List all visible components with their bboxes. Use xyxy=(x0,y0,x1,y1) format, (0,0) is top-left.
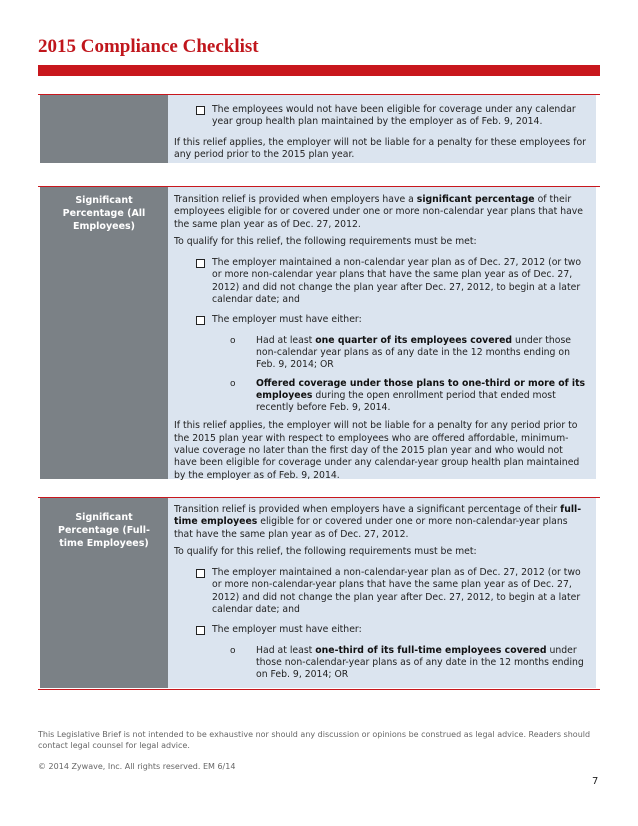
bullet-icon: o xyxy=(230,335,236,346)
checklist-item: The employer must have either: xyxy=(174,624,588,636)
intro-text: Transition relief is provided when employers have a significant percentage of their employees eligible for or covered under one or more non-calendar year plans that have the same plan year as of Dec. 27, 2012. xyxy=(174,194,583,230)
relief-note: If this relief applies, the employer will not be liable for a penalty for these employees for any period prior to the 2015 plan year. xyxy=(174,136,586,160)
sub-list-item: o Had at least one-third of its full-time employees covered under those non-calendar-year plans as of any date in the 12 months ending on Feb. 9, 2014; OR xyxy=(230,644,584,681)
panel-label: Significant Percentage (All Employees) xyxy=(62,195,146,232)
bullet-icon: o xyxy=(230,645,236,656)
panel-content xyxy=(174,504,588,688)
checkbox[interactable] xyxy=(196,626,205,635)
page-title: 2015 Compliance Checklist xyxy=(38,36,259,57)
relief-note: If this relief applies, the employer will not be liable for a penalty for any period prior to the 2015 plan year with respect to employees who are offered affordable, minimum-value coverage no later than the first day of the 2015 plan year and who would not have been eligible for coverage under any calendar-year group health plan maintained by the employer as of Feb. 9, 2014. xyxy=(174,420,580,481)
panel-content xyxy=(174,194,588,487)
checkbox[interactable] xyxy=(196,316,205,325)
panel-label-cell xyxy=(40,95,168,163)
checklist-item: The employer must have either: xyxy=(174,314,588,326)
divider xyxy=(38,689,600,690)
intro-text: Transition relief is provided when employers have a significant percentage of their full-time employees eligible for or covered under one or more non-calendar-year plans that have the same plan year as of Dec. 27, 2012. xyxy=(174,504,582,540)
checkbox[interactable] xyxy=(196,569,205,578)
panel-significant-all xyxy=(40,187,596,479)
panel-significant-fulltime xyxy=(40,498,596,688)
panel-label: Significant Percentage (Full-time Employees) xyxy=(57,512,150,549)
bullet-icon: o xyxy=(230,378,236,389)
panel-content xyxy=(174,104,588,166)
checkbox[interactable] xyxy=(196,106,205,115)
disclaimer: This Legislative Brief is not intended to be exhaustive nor should any discussion or opinions be construed as legal advice. Readers should contact legal counsel for legal advice. xyxy=(38,730,591,750)
checklist-item: The employer maintained a non-calendar-year plan as of Dec. 27, 2012 (or two or more non-calendar-year plans that have the same plan year as of Dec. 27, 2012) and did not change the plan year after Dec. 27, 2012, to begin at a later calendar date; and xyxy=(174,567,588,616)
qualify-text: To qualify for this relief, the following requirements must be met: xyxy=(174,235,477,247)
checklist-item: The employer maintained a non-calendar year plan as of Dec. 27, 2012 (or two or more non-calendar year plans that have the same plan year as of Dec. 27, 2012) and did not change the plan year after Dec. 27, 2012, to begin at a later calendar date; and xyxy=(174,257,588,306)
panel-continued xyxy=(40,95,596,163)
copyright: © 2014 Zywave, Inc. All rights reserved. EM 6/14 xyxy=(38,762,236,771)
sub-list-item: o Had at least one quarter of its employees covered under those non-calendar year plans as of any date in the 12 months ending on Feb. 9, 2014; OR xyxy=(230,334,572,371)
page-number: 7 xyxy=(592,776,599,787)
checkbox[interactable] xyxy=(196,259,205,268)
qualify-text: To qualify for this relief, the following requirements must be met: xyxy=(174,545,477,557)
checklist-item: The employees would not have been eligible for coverage under any calendar year group health plan maintained by the employer as of Feb. 9, 2014. xyxy=(174,104,588,129)
sub-list-item: o Offered coverage under those plans to one-third or more of its employees during the open enrollment period that ended most recently before Feb. 9, 2014. xyxy=(230,377,586,414)
header-bar xyxy=(38,65,600,76)
